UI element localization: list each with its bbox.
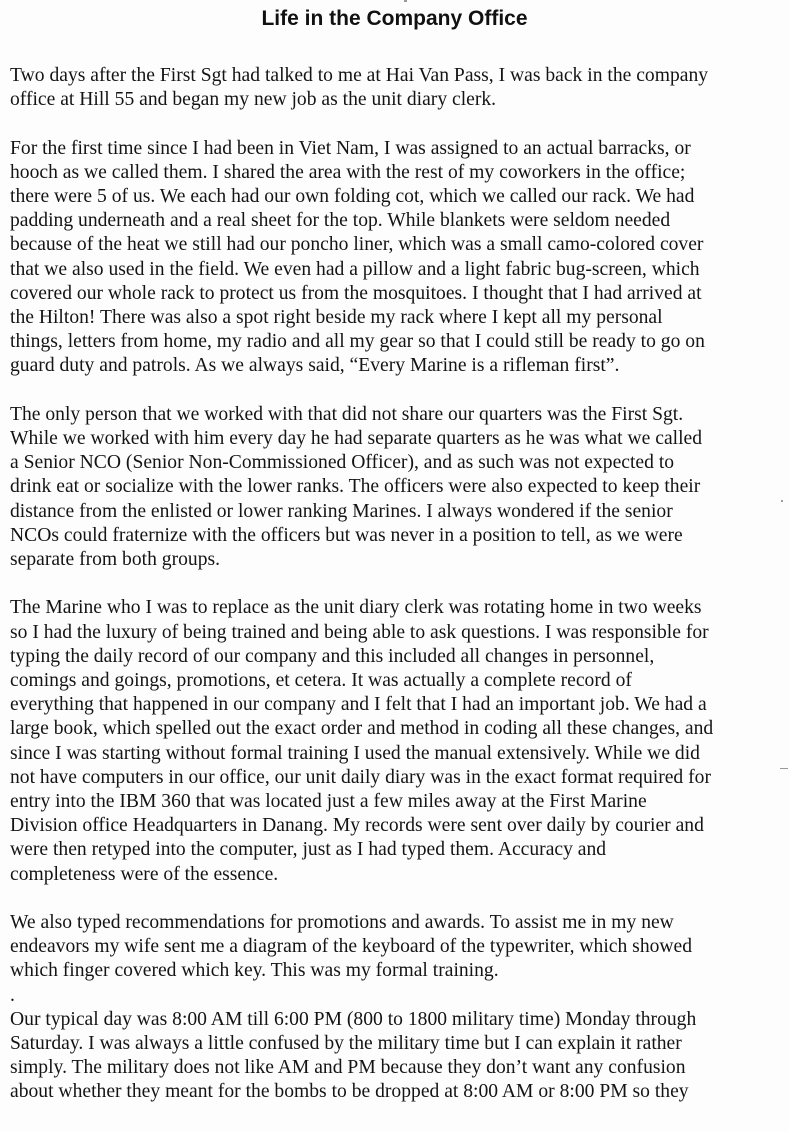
text-line: hooch as we called them. I shared the area with the rest of my coworkers in the office; (10, 161, 686, 183)
text-line: simply. The military does not like AM and PM because they don’t want any confusion (10, 1057, 686, 1079)
text-line: NCOs could fraternize with the officers but was never in a position to tell, as we were (10, 524, 683, 546)
text-line: typing the daily record of our company and this included all changes in personnel, (10, 645, 655, 667)
stray-mark: . (10, 984, 15, 1006)
text-line: separate from both groups. (10, 549, 221, 571)
paragraph-1 (10, 64, 782, 112)
text-line: Two days after the First Sgt had talked to me at Hai Van Pass, I was back in the company (10, 65, 709, 86)
text-line: were then retyped into the computer, just as I had typed them. Accuracy and (10, 839, 607, 861)
text-line: a Senior NCO (Senior Non-Commissioned Officer), and as such was not expected to (10, 452, 675, 474)
text-line: comings and goings, promotions, et cetera. It was actually a complete record of (10, 670, 632, 692)
text-line: since I was starting without formal training I used the manual extensively. While we did (10, 742, 700, 764)
text-line: office at Hill 55 and began my new job as the unit diary clerk. (10, 89, 497, 111)
text-line: large book, which spelled out the exact order and method in coding all these changes, and (10, 718, 714, 740)
text-line: so I had the luxury of being trained and being able to ask questions. I was responsible for (10, 621, 709, 643)
text-line: drink eat or socialize with the lower ranks. The officers were also expected to keep their (10, 476, 701, 498)
text-line: things, letters from home, my radio and all my gear so that I could still be ready to go on (10, 331, 705, 353)
paragraph-3 (10, 403, 782, 572)
text-line: endeavors my wife sent me a diagram of the keyboard of the typewriter, which showed (10, 936, 693, 958)
text-line: For the first time since I had been in Viet Nam, I was assigned to an actual barracks, or (10, 137, 691, 159)
scan-speck (780, 768, 788, 769)
text-line: entry into the IBM 360 that was located just a few miles away at the First Marine (10, 791, 647, 813)
scan-speck (404, 0, 407, 2)
text-line: distance from the enlisted or lower ranking Marines. I always wondered if the senior (10, 500, 673, 522)
paragraph-6 (10, 1008, 782, 1105)
text-line: We also typed recommendations for promotions and awards. To assist me in my new (10, 912, 674, 934)
document-body (10, 64, 782, 1129)
text-line: Saturday. I was always a little confused by the military time but I can explain it rather (10, 1033, 682, 1055)
text-line: that we also used in the field. We even had a pillow and a light fabric bug-screen, which (10, 258, 700, 280)
text-line: The only person that we worked with that did not share our quarters was the First Sgt. (10, 403, 684, 425)
paragraph-5 (10, 911, 782, 984)
text-line: the Hilton! There was also a spot right beside my rack where I kept all my personal (10, 307, 663, 329)
text-line: everything that happened in our company and I felt that I had an important job. We had a (10, 694, 707, 716)
text-line: because of the heat we still had our poncho liner, which was a small camo-colored cover (10, 234, 704, 256)
text-line: Our typical day was 8:00 AM till 6:00 PM (800 to 1800 military time) Monday through (10, 1008, 697, 1030)
text-line: which finger covered which key. This was my formal training. (10, 960, 499, 982)
text-line: The Marine who I was to replace as the unit diary clerk was rotating home in two weeks (10, 597, 702, 619)
page-title: Life in the Company Office (261, 7, 528, 30)
text-line: covered our whole rack to protect us from the mosquitoes. I thought that I had arrived at (10, 282, 702, 304)
paragraph-2 (10, 137, 782, 379)
text-line: padding underneath and a real sheet for the top. While blankets were seldom needed (10, 210, 671, 232)
text-line: not have computers in our office, our unit daily diary was in the exact format required for (10, 766, 711, 788)
text-line: While we worked with him every day he had separate quarters as he was what we called (10, 428, 703, 450)
text-line: completeness were of the essence. (10, 863, 279, 885)
scan-speck (781, 500, 783, 502)
text-line: guard duty and patrols. As we always said, “Every Marine is a rifleman first”. (10, 355, 620, 377)
text-line: Division office Headquarters in Danang. My records were sent over daily by courier and (10, 815, 704, 837)
paragraph-4 (10, 596, 782, 886)
text-line: about whether they meant for the bombs to be dropped at 8:00 AM or 8:00 PM so they (10, 1081, 689, 1103)
text-line: there were 5 of us. We each had our own folding cot, which we called our rack. We had (10, 186, 695, 207)
